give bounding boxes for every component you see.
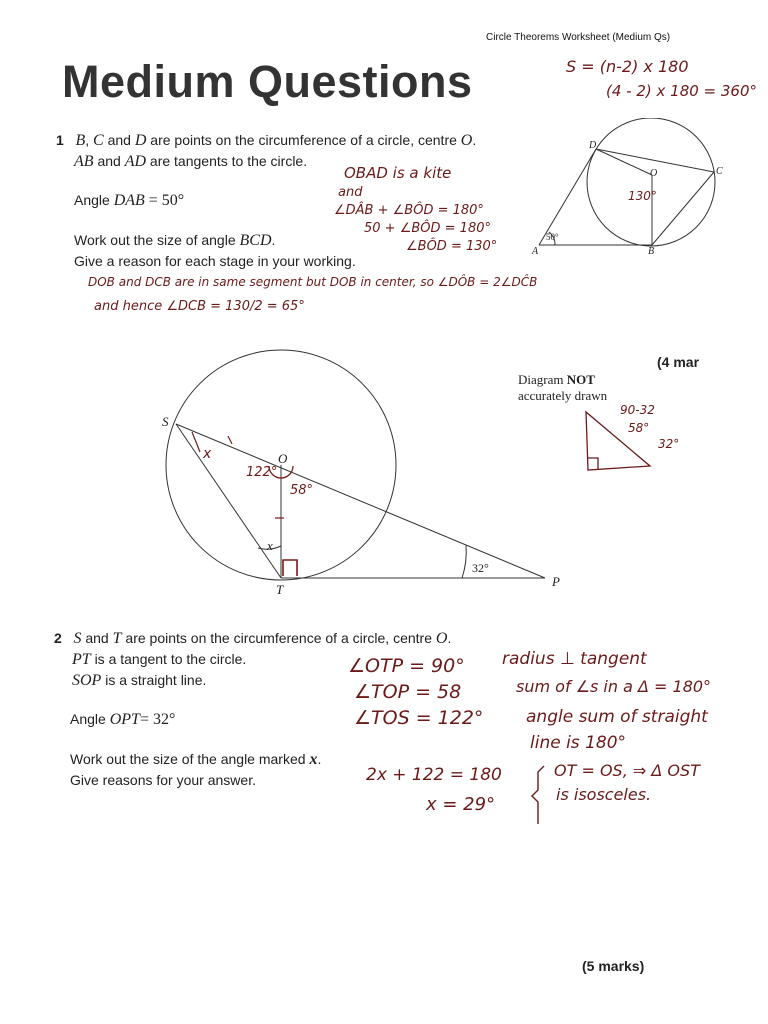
diagram-note-prefix: Diagram [518, 372, 564, 387]
hw-kite: OBAD is a kite [344, 164, 452, 182]
q2-work-var: x [309, 751, 318, 768]
hw-eq-1: 2x + 122 = 180 [366, 765, 502, 785]
q1-marks: (4 mar [657, 354, 700, 370]
q2-o: O [435, 630, 448, 647]
line-st [176, 424, 281, 578]
q1-label-o: O [650, 168, 658, 179]
q2-label-o: O [278, 451, 288, 466]
hw-angle-eq-3: ∠BÔD = 130° [406, 239, 498, 254]
tangent-ad [539, 149, 596, 245]
q2-label-t: T [276, 582, 284, 597]
q1-label-angle-a: 50° [546, 232, 559, 242]
q1-dot: . [472, 132, 477, 148]
q2-dot: . [447, 630, 452, 646]
q2-marks: (5 marks) [582, 958, 645, 974]
hw-fig2-x: x [203, 446, 212, 462]
hw-polygon-2: (4 - 2) x 180 = 360° [606, 82, 758, 100]
hw-tri-3: 32° [658, 437, 680, 451]
q2-work-prefix: Work out the size of the angle marked [70, 751, 306, 767]
q1-ab: AB [74, 153, 94, 170]
q1-work-angle: BCD [239, 232, 272, 249]
hw-fig2-58: 58° [290, 483, 314, 498]
hw-brace [532, 766, 544, 824]
q2-label-x: x [267, 538, 273, 553]
hw-isos-2: is isosceles. [556, 785, 652, 804]
hw-otp: ∠OTP = 90° [348, 655, 465, 677]
q2-handwritten-working [340, 640, 760, 830]
q2-line3-rest: is a straight line. [105, 672, 207, 688]
hw-angle-eq-2: 50 + ∠BÔD = 180° [364, 221, 491, 236]
q1-angle-value: = 50° [148, 192, 185, 209]
q1-handwritten-working [330, 160, 530, 260]
q2-s: S [73, 630, 82, 647]
q1-d: D [134, 132, 147, 149]
q2-angle-name: OPT [109, 711, 140, 728]
page-title: Medium Questions [62, 56, 473, 107]
q1-line1-rest: are points on the circumference of a circle, centre [150, 132, 457, 148]
q1-c: C [93, 132, 104, 149]
segment-do [596, 149, 652, 175]
segment-cb [652, 172, 714, 245]
hw-isos-1: OT = OS, ⇒ Δ OST [554, 761, 700, 780]
q2-work-suffix: . [317, 751, 322, 767]
q1-comma: , [85, 132, 90, 148]
right-angle-mark [283, 560, 297, 576]
q2-angle-label: Angle [70, 711, 106, 727]
handwritten-polygon-sum [560, 52, 760, 102]
handwritten-triangle [576, 398, 696, 478]
tick-os [228, 436, 232, 444]
hw-top: ∠TOP = 58 [354, 681, 462, 703]
hw-polygon-1: S = (n-2) x 180 [566, 57, 689, 76]
q1-angle-label: Angle [74, 192, 110, 208]
q2-line2-rest: is a tangent to the circle. [94, 651, 247, 667]
q1-line-1 [56, 130, 526, 151]
q2-pt: PT [72, 651, 91, 668]
hw-straight-1: angle sum of straight [526, 707, 708, 727]
hw-tri-2: 58° [628, 421, 650, 435]
hw-fig2-122: 122° [246, 465, 278, 480]
q1-circle [587, 118, 715, 246]
q2-label-s: S [162, 414, 169, 429]
hw-sum-triangle: sum of ∠s in a Δ = 180° [516, 677, 712, 696]
q1-label-c: C [716, 166, 723, 177]
hw-tri-1: 90-32 [620, 403, 655, 417]
diagram-note-line-2: accurately drawn [518, 388, 608, 403]
q2-diagram [150, 345, 570, 605]
angle-p-arc [462, 545, 466, 578]
q1-label-a: A [532, 246, 539, 257]
hw-angle-eq-1: ∠DÂB + ∠BÔD = 180° [334, 203, 484, 218]
q1-and-2: and [97, 153, 121, 169]
q2-t: T [112, 630, 122, 647]
q1-b: B [75, 132, 86, 149]
worksheet-header: Circle Theorems Worksheet (Medium Qs) [486, 32, 671, 43]
q1-number: 1 [56, 132, 64, 148]
q2-and: and [85, 630, 109, 646]
q1-handwritten-reason [88, 268, 688, 324]
line-sop [176, 424, 545, 578]
hw-and: and [338, 185, 363, 200]
hw-tos: ∠TOS = 122° [354, 707, 484, 729]
q2-angle-value: = 32° [139, 711, 176, 728]
q2-label-angle-p: 32° [472, 561, 489, 575]
q1-line2-rest: are tangents to the circle. [149, 153, 308, 169]
q1-reason: Give a reason for each stage in your working. [74, 253, 356, 269]
q1-label-d: D [589, 140, 597, 151]
hw-fig1-130: 130° [628, 189, 657, 203]
q1-ad: AD [124, 153, 147, 170]
q1-label-b: B [648, 246, 655, 257]
hw-straight-2: line is 180° [530, 733, 627, 753]
q1-o: O [460, 132, 473, 149]
q2-line1-rest: are points on the circumference of a circle, centre [125, 630, 432, 646]
q1-work-prefix: Work out the size of angle [74, 232, 236, 248]
hw-reason-2: and hence ∠DCB = 130/2 = 65° [94, 299, 305, 314]
q2-reason: Give reasons for your answer. [70, 772, 256, 788]
hw-radius-tangent: radius ⊥ tangent [502, 649, 647, 669]
q1-work-suffix: . [271, 232, 276, 248]
q1-and-1: and [107, 132, 131, 148]
q2-number: 2 [54, 630, 62, 646]
triangle-right-angle [588, 458, 598, 469]
q2-label-p: P [552, 574, 560, 589]
q2-sop: SOP [72, 672, 102, 689]
hw-reason-1: DOB and DCB are in same segment but DOB in center, so ∠DÔB = 2∠DĈB [88, 275, 538, 289]
q1-angle-name: DAB [113, 192, 145, 209]
hw-eq-2: x = 29° [426, 794, 496, 815]
q1-diagram [526, 118, 738, 263]
diagram-note-bold: NOT [566, 372, 595, 387]
